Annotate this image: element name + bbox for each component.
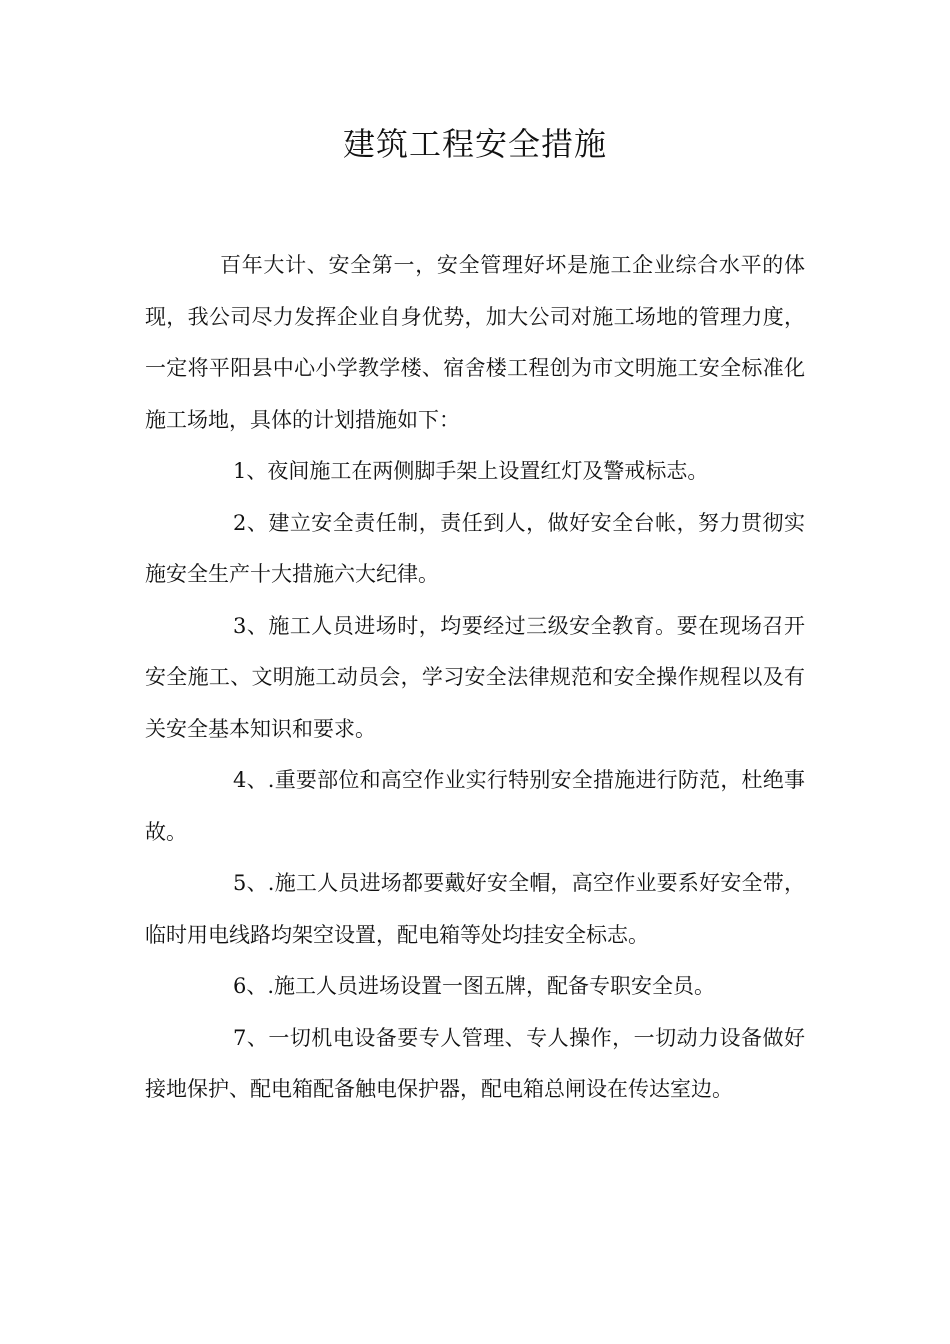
document-body [145,240,805,1116]
measure-item-3: 3、施工人员进场时，均要经过三级安全教育。要在现场召开安全施工、文明施工动员会，学习安全法律规范和安全操作规程以及有关安全基本知识和要求。 [145,613,805,741]
measure-item-5: 5、.施工人员进场都要戴好安全帽，高空作业要系好安全带，临时用电线路均架空设置，配电箱等处均挂安全标志。 [145,871,805,947]
document-title: 建筑工程安全措施 [342,125,607,163]
measure-item-4: 4、.重要部位和高空作业实行特别安全措施进行防范，杜绝事故。 [145,768,805,844]
measure-item-1: 1、夜间施工在两侧脚手架上设置红灯及警戒标志。 [233,459,709,483]
measure-item-6: 6、.施工人员进场设置一图五牌，配备专职安全员。 [233,974,716,998]
intro-paragraph: 百年大计、安全第一，安全管理好坏是施工企业综合水平的体现，我公司尽力发挥企业自身优势，加大公司对施工场地的管理力度，一定将平阳县中心小学教学楼、宿舍楼工程创为市文明施工安全标准化施工场地，具体的计划措施如下： [145,253,805,432]
measure-item-7: 7、一切机电设备要专人管理、专人操作，一切动力设备做好接地保护、配电箱配备触电保护器，配电箱总闸设在传达室边。 [145,1025,805,1101]
measure-item-2: 2、建立安全责任制，责任到人，做好安全台帐，努力贯彻实施安全生产十大措施六大纪律。 [145,510,805,586]
